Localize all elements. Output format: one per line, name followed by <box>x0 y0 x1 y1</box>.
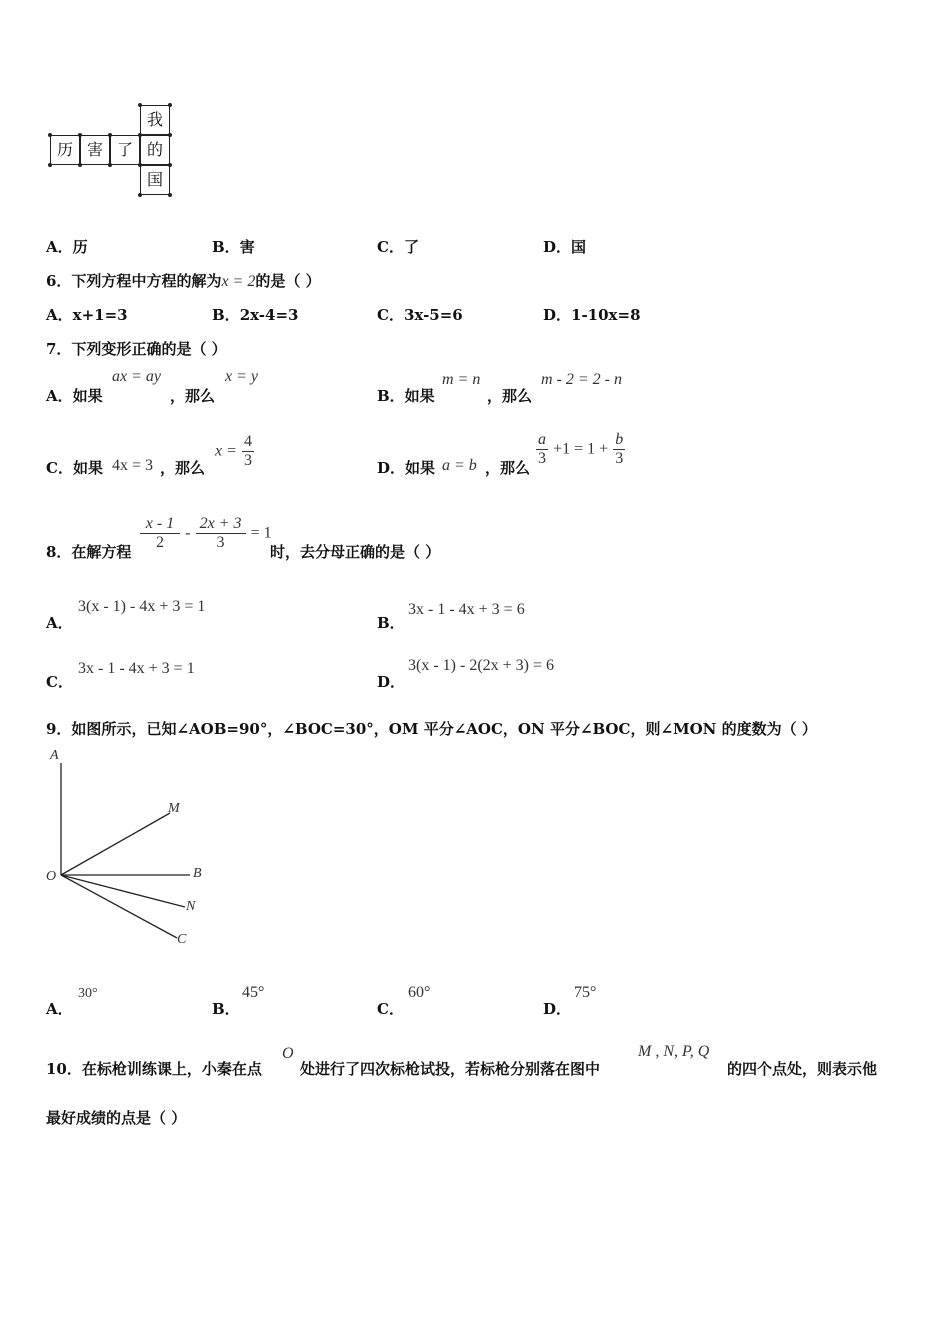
q7-stem: 7．下列变形正确的是（ ） <box>46 340 227 358</box>
ray-on <box>61 875 185 907</box>
label-n: N <box>186 899 196 914</box>
net-cell-le: 了 <box>110 135 140 165</box>
q9-option-d-letter[interactable]: D． <box>543 1000 572 1018</box>
q8-option-d[interactable]: 3(x - 1) - 2(2x + 3) = 6 <box>408 657 555 674</box>
q9-option-a[interactable]: 30° <box>78 986 98 1001</box>
label-c: C <box>177 932 187 947</box>
q6-option-c[interactable]: C．3x-5=6 <box>377 306 463 324</box>
q7-option-c[interactable]: C．如果 <box>46 459 103 477</box>
q9-option-c-letter[interactable]: C． <box>377 1000 404 1018</box>
q5-option-c[interactable]: C．了 <box>377 238 419 256</box>
net-cell-li: 历 <box>50 135 80 165</box>
q9-option-c[interactable]: 60° <box>408 984 431 1001</box>
q10-stem-mid: 处进行了四次标枪试投，若标枪分别落在图中 <box>300 1060 601 1078</box>
q9-option-b[interactable]: 45° <box>242 984 265 1001</box>
q9-option-b-letter[interactable]: B． <box>212 1000 240 1018</box>
net-cell-wo: 我 <box>140 105 170 135</box>
q7-option-a[interactable]: A．如果 <box>46 387 103 405</box>
q7-c-premise: 4x = 3 <box>112 457 154 474</box>
q8-stem-pre: 8．在解方程 <box>46 543 132 561</box>
ray-om <box>61 813 170 875</box>
q7-a-then: ，那么 <box>170 387 216 405</box>
q9-option-d[interactable]: 75° <box>574 984 597 1001</box>
q6-option-d[interactable]: D．1-10x=8 <box>543 306 641 324</box>
q10-stem-post: 的四个点处，则表示他 <box>727 1060 878 1078</box>
label-a: A <box>50 748 59 763</box>
q7-d-premise: a = b <box>442 457 477 474</box>
q7-b-premise: m = n <box>442 371 481 388</box>
q6-option-a[interactable]: A．x+1=3 <box>46 306 128 324</box>
q5-option-b[interactable]: B．害 <box>212 238 255 256</box>
q7-b-conclusion: m - 2 = 2 - n <box>541 371 623 388</box>
q5-option-a[interactable]: A．历 <box>46 238 88 256</box>
q6-stem: 6．下列方程中方程的解为x = 2的是（ ） <box>46 272 321 290</box>
q8-option-d-letter[interactable]: D． <box>377 673 406 691</box>
q6-option-b[interactable]: B．2x-4=3 <box>212 306 299 324</box>
q10-stem-pre: 10．在标枪训练课上，小秦在点 <box>46 1060 262 1078</box>
q7-b-then: ，那么 <box>487 387 533 405</box>
q8-option-c-letter[interactable]: C． <box>46 673 73 691</box>
net-cell-guo: 国 <box>140 165 170 195</box>
q8-stem-post: 时，去分母正确的是（ ） <box>270 543 441 561</box>
q7-a-conclusion: x = y <box>225 368 258 385</box>
q8-option-a[interactable]: 3(x - 1) - 4x + 3 = 1 <box>78 598 206 615</box>
q9-stem: 9．如图所示，已知∠AOB=90°，∠BOC=30°，OM 平分∠AOC，ON 平分∠BOC，则∠MON 的度数为（ ） <box>46 720 817 738</box>
q5-option-d[interactable]: D．国 <box>543 238 587 256</box>
q7-d-then: ，那么 <box>485 459 531 477</box>
label-b: B <box>193 866 202 881</box>
net-cell-de: 的 <box>140 135 170 165</box>
q7-option-b[interactable]: B．如果 <box>377 387 435 405</box>
q10-stem-line2: 最好成绩的点是（ ） <box>46 1109 187 1127</box>
q7-c-then: ，那么 <box>160 459 206 477</box>
q10-point-o: O <box>282 1045 294 1062</box>
net-cell-hai: 害 <box>80 135 110 165</box>
q8-option-b[interactable]: 3x - 1 - 4x + 3 = 6 <box>408 601 525 618</box>
q8-equation: $\frac{x - 1}{2}$ - $\frac{2x + 3}{3}$ = 1 <box>140 515 272 552</box>
q8-option-c[interactable]: 3x - 1 - 4x + 3 = 1 <box>78 660 195 677</box>
label-o: O <box>46 869 57 884</box>
q7-c-conclusion: x = $\frac{4}{3}$ <box>215 433 252 469</box>
q8-option-a-letter[interactable]: A． <box>46 614 73 632</box>
ray-oc <box>61 875 177 938</box>
q7-d-conclusion: $\frac{a}{3}$ +1 = 1 + $\frac{b}{3}$ <box>538 431 624 467</box>
angle-figure <box>40 745 220 955</box>
q8-option-b-letter[interactable]: B． <box>377 614 405 632</box>
q9-option-a-letter[interactable]: A． <box>46 1000 73 1018</box>
q10-points: M , N, P, Q <box>638 1043 710 1060</box>
label-m: M <box>168 801 180 816</box>
q7-option-d[interactable]: D．如果 <box>377 459 436 477</box>
q7-a-premise: ax = ay <box>112 368 161 385</box>
